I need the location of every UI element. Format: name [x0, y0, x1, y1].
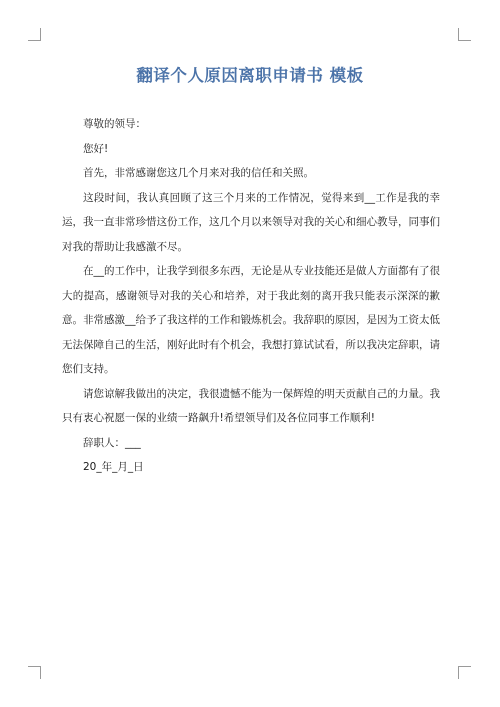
paragraph-thanks: 首先，非常感谢您这几个月来对我的信任和关照。 [83, 167, 314, 179]
document-title: 翻译个人原因离职申请书 模板 [136, 66, 364, 85]
page-corner-mark-bottom-right [458, 666, 471, 679]
document-body [62, 112, 440, 480]
page-corner-mark-top-left [28, 28, 41, 41]
paragraph-closing: 请您谅解我做出的决定，我很遗憾不能为一保辉煌的明天贡献自己的力量。我只有衷心祝愿一保的业绩一路飙升!希望领导们及各位同事工作顺利! [62, 387, 440, 424]
paragraph-review: 这段时间，我认真回顾了这三个月来的工作情况，觉得来到__工作是我的幸运，我一直非常珍惜这份工作，这几个月以来领导对我的关心和细心教导，同事们对我的帮助让我感激不尽。 [62, 191, 440, 253]
greeting: 您好! [83, 142, 109, 155]
date-line: 20_年_月_日 [83, 461, 144, 473]
page-corner-mark-top-right [458, 28, 471, 41]
salutation: 尊敬的领导： [83, 118, 146, 130]
paragraph-reason: 在__的工作中，让我学到很多东西，无论是从专业技能还是做人方面都有了很大的提高，感谢领导对我的关心和培养，对于我此刻的离开我只能表示深深的歉意。非常感激__给予了我这样的工作和锻炼机会。我辞职的原因，是因为工资太低无法保障自己的生活，刚好此时有个机会，我想打算试试看，所以我决定辞职，请您们支持。 [62, 265, 440, 375]
signature-line: 辞职人：___ [83, 436, 141, 449]
page-corner-mark-bottom-left [28, 666, 41, 679]
